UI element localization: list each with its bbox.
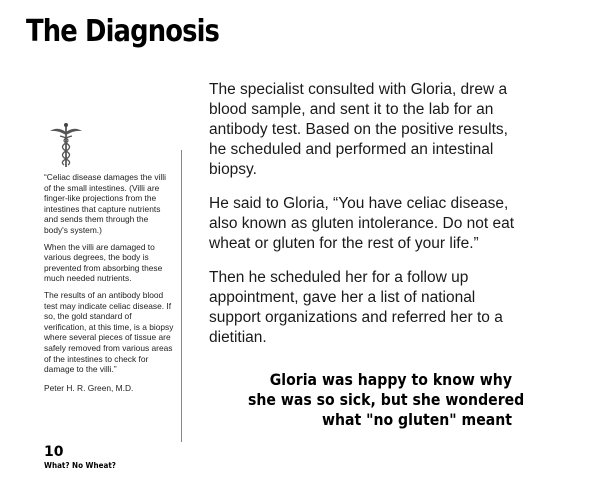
callout-line: what "no gluten" meant xyxy=(321,410,512,429)
sidebar-attribution: Peter H. R. Green, M.D. xyxy=(44,382,134,393)
main-paragraph: He said to Gloria, “You have celiac disease, also known as gluten intolerance. Do not eat wheat or gluten for the rest of your life.” xyxy=(209,195,515,252)
main-paragraph: Then he scheduled her for a follow up appointment, gave her a list of national support organizations and referred her to a dietitian. xyxy=(209,269,503,346)
callout-text xyxy=(248,370,525,430)
sidebar-paragraph: “Celiac disease damages the villi of the small intestines. (Villi are finger-like projections from the intestines that capture nutrients and sends them through the body's system.) xyxy=(44,172,166,235)
sidebar-paragraph: When the villi are damaged to various degrees, the body is prevented from absorbing these much needed nutrients. xyxy=(44,241,163,284)
page-number: 10 xyxy=(44,444,64,460)
sidebar-divider xyxy=(181,150,182,442)
callout-line: she was so sick, but she wondered xyxy=(248,390,525,409)
callout-line: Gloria was happy to know why xyxy=(269,370,512,389)
main-paragraph: The specialist consulted with Gloria, drew a blood sample, and sent it to the lab for an antibody test. Based on the positive results, he scheduled and performed an intestinal biopsy. xyxy=(209,81,508,178)
main-text xyxy=(209,80,529,362)
page-title: The Diagnosis xyxy=(26,14,220,49)
sidebar-paragraph: The results of an antibody blood test may indicate celiac disease. If so, the gold standard of verification, at this time, is a biopsy where several pieces of tissue are safely removed from various areas of the intestines to check for damage to the villi.” xyxy=(44,289,174,375)
caduceus-icon xyxy=(48,122,84,168)
sidebar-quote xyxy=(44,172,174,399)
book-title: What? No Wheat? xyxy=(44,461,116,470)
